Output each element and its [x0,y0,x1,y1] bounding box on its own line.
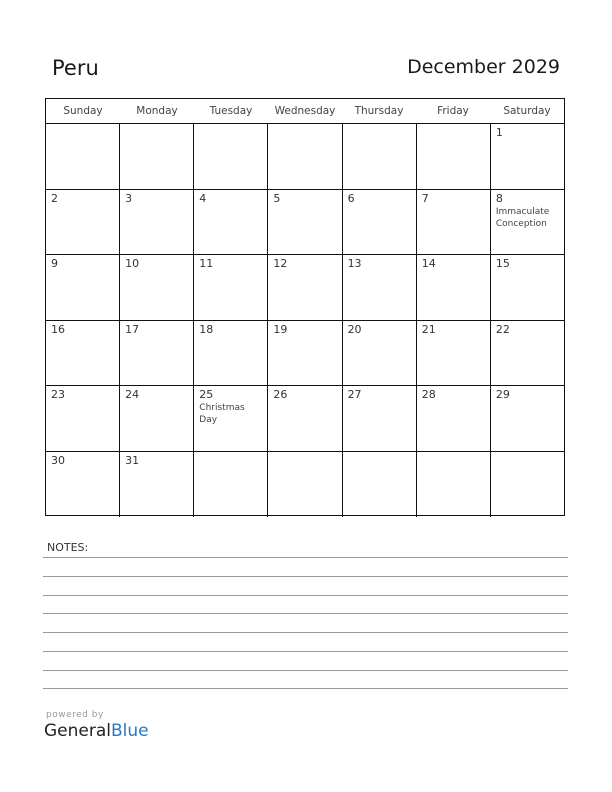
day-cell [343,255,417,320]
day-cell [343,452,417,518]
day-number: 9 [51,257,58,270]
day-cell [268,321,342,386]
day-number: 22 [495,322,510,336]
day-number: 1 [495,126,503,139]
notes-line [43,557,568,558]
notes-line [43,595,568,596]
day-cell [491,321,564,386]
notes-line [43,613,568,614]
day-cell [120,452,194,518]
country-title: Peru [52,56,99,80]
day-cell [268,190,342,255]
day-number: 20 [347,322,362,336]
day-number: 19 [273,322,288,336]
day-number: 7 [421,191,429,205]
day-cell [417,190,491,255]
day-cell [120,124,194,189]
day-cell [194,124,268,189]
day-cell [417,255,491,320]
day-number: 31 [125,453,140,467]
brand-general: General [44,721,111,741]
day-cell [194,321,268,386]
day-cell [46,124,120,189]
day-number: 2 [51,191,58,205]
weekday-sunday: Sunday [63,105,103,117]
notes-line [43,576,568,577]
month-year-title: December 2029 [407,56,560,78]
holiday-label: Christmas Day [199,403,245,425]
day-cell [491,124,564,189]
day-cell [268,255,342,320]
day-number: 24 [125,388,140,401]
notes-line [43,688,568,689]
day-number: 16 [51,322,65,336]
brand-blue: Blue [111,721,149,741]
notes-line [43,651,568,652]
day-number: 11 [199,257,214,270]
day-number: 3 [125,191,133,205]
day-cell [343,386,417,451]
day-cell [120,321,194,386]
notes-line [43,632,568,633]
day-number: 6 [347,191,355,205]
powered-by-text: powered by [46,710,104,720]
day-cell [268,386,342,451]
generalblue-logo [44,721,149,741]
week-row [46,190,564,256]
day-cell [120,255,194,320]
holiday-label: Immaculate Conception [495,206,550,229]
day-cell [343,124,417,189]
day-cell [46,386,120,451]
day-cell [46,321,120,386]
day-cell [194,255,268,320]
day-cell [120,190,194,255]
day-cell [268,124,342,189]
weekday-friday: Friday [437,105,469,117]
day-cell [120,386,194,451]
day-cell [46,452,120,518]
day-number: 15 [495,257,510,270]
day-number: 25 [199,388,214,401]
week-row [46,255,564,321]
day-cell [46,190,120,255]
weekday-header-row [46,99,564,124]
day-cell [343,190,417,255]
day-cell [417,124,491,189]
weekday-monday: Monday [136,105,178,117]
day-cell [491,452,564,518]
day-number: 28 [421,388,436,401]
day-cell [343,321,417,386]
weekday-thursday: Thursday [354,105,404,117]
day-number: 26 [273,388,288,401]
day-number: 21 [421,322,436,336]
day-cell [268,452,342,518]
weekday-tuesday: Tuesday [209,105,253,117]
notes-line [43,670,568,671]
day-number: 12 [273,257,288,270]
day-number: 23 [51,388,65,401]
day-cell [194,386,268,451]
day-number: 27 [347,388,362,401]
week-row [46,321,564,387]
day-cell [491,386,564,451]
notes-label: NOTES: [47,541,89,554]
week-row [46,386,564,452]
day-number: 14 [421,257,436,270]
calendar-grid [45,98,565,516]
day-number: 17 [125,322,140,336]
day-cell [417,321,491,386]
day-number: 30 [51,453,65,467]
day-number: 8 [495,191,503,205]
day-cell [194,452,268,518]
day-number: 10 [125,257,140,270]
day-number: 18 [199,322,214,336]
day-cell [194,190,268,255]
day-number: 5 [273,191,281,205]
day-number: 4 [199,191,207,205]
day-cell [491,190,564,255]
day-cell [417,452,491,518]
week-row [46,124,564,190]
weekday-saturday: Saturday [503,105,551,117]
day-cell [46,255,120,320]
week-row [46,452,564,518]
day-number: 29 [495,388,510,401]
weekday-wednesday: Wednesday [274,105,336,117]
day-number: 13 [347,257,362,270]
day-cell [417,386,491,451]
day-cell [491,255,564,320]
